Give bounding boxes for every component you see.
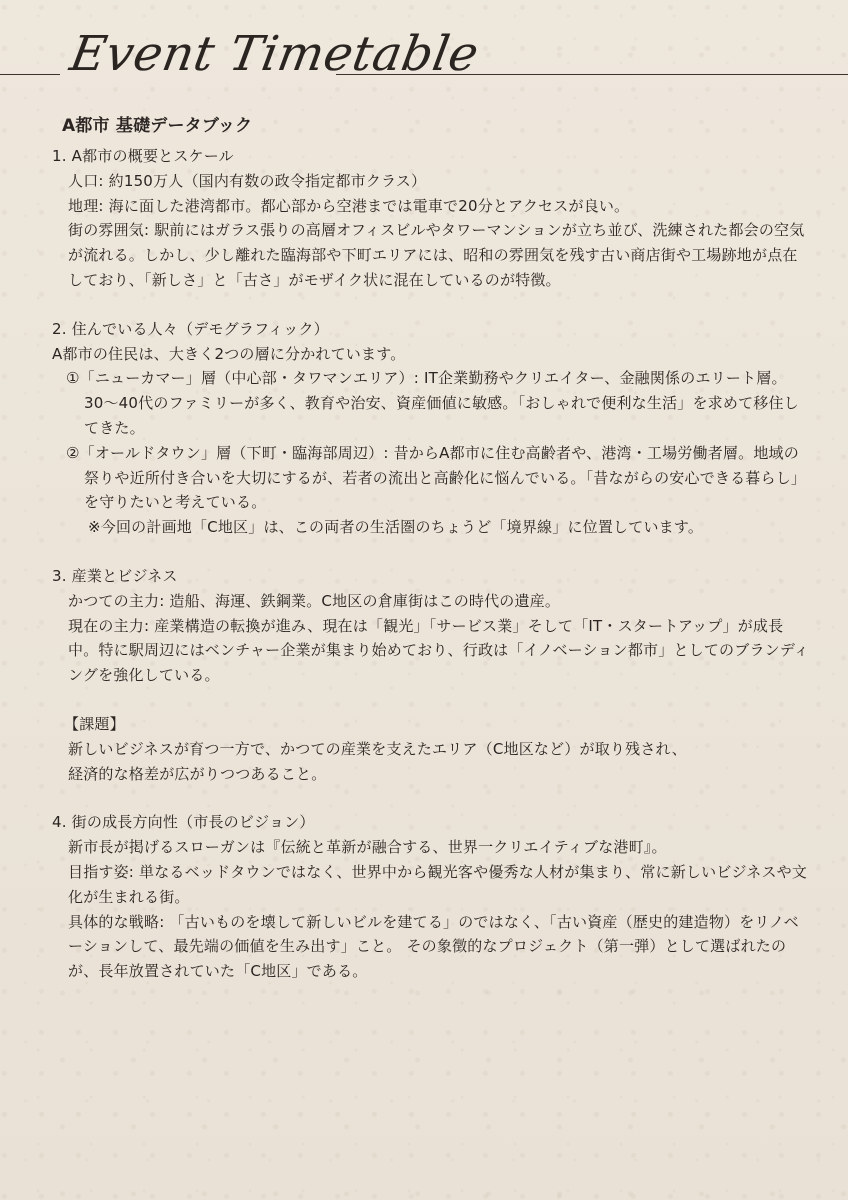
demographics-intro: A都市の住民は、大きく2つの層に分かれています。 xyxy=(52,344,406,363)
issue-line: 新しいビジネスが育つ一方で、かつての産業を支えたエリア（C地区など）が取り残され、 xyxy=(68,739,687,758)
header-title: Event Timetable xyxy=(66,26,484,82)
document-title: A都市 基礎データブック xyxy=(62,116,253,136)
strategy-text: 具体的な戦略: 「古いものを壊して新しいビルを建てる」のではなく、「古い資産（歴史的建造物）をリノベーションして、最先端の価値を生み出す」こと。 その象徴的なプロジェクト（第一弾）として選ばれたのが、長年放置されていた「C地区」である。 xyxy=(68,912,799,981)
slogan-text: 新市長が掲げるスローガンは『伝統と革新が融合する、世界一クリエイティブな港町』。 xyxy=(68,838,667,857)
section-spacer xyxy=(52,293,812,317)
section-overview xyxy=(52,144,812,293)
layer-oldtown-text: ②「オールドタウン」層（下町・臨海部周辺）: 昔からA都市に住む高齢者や、港湾・工場労働者層。地域の祭りや近所付き合いを大切にするが、若者の流出と高齢化に悩んでいる。「昔ながらの安心できる暮らし」を守りたいと考えている。 xyxy=(66,443,807,512)
layer-newcomer-text: ①「ニューカマー」層（中心部・タワマンエリア）: IT企業勤務やクリエイター、金融関係のエリート層。30〜40代のファミリーが多く、教育や治安、資産価値に敏感。「おしゃれで便利な生活」を求めて移住してきた。 xyxy=(66,369,799,437)
document-body xyxy=(52,112,812,984)
section-heading: 3. 産業とビジネス xyxy=(52,566,178,585)
current-industry-text: 現在の主力: 産業構造の転換が進み、現在は「観光」「サービス業」そして「IT・スタートアップ」が成長中。特に駅周辺にはベンチャー企業が集まり始めており、行政は「イノベーション都市」としてのブランディングを強化している。 xyxy=(68,616,810,685)
section-vision xyxy=(52,810,812,984)
geography-text: 地理: 海に面した港湾都市。都心部から空港までは電車で20分とアクセスが良い。 xyxy=(68,196,630,215)
section-heading: 1. A都市の概要とスケール xyxy=(52,147,234,165)
section-industry xyxy=(52,564,812,786)
atmosphere-text: 街の雰囲気: 駅前にはガラス張りの高層オフィスビルやタワーマンションが立ち並び、洗練された都会の空気が流れる。しかし、少し離れた臨海部や下町エリアには、昭和の雰囲気を残す古い商店街や工場跡地が点在しており、「新しさ」と「古さ」がモザイク状に混在しているのが特徴。 xyxy=(68,221,805,289)
goal-text: 目指す姿: 単なるベッドタウンではなく、世界中から観光客や優秀な人材が集まり、常に新しいビジネスや文化が生まれる街。 xyxy=(68,862,808,906)
note-c-district: ※今回の計画地「C地区」は、この両者の生活圏のちょうど「境界線」に位置しています。 xyxy=(88,518,704,537)
section-spacer xyxy=(52,688,812,712)
issue-line: 経済的な格差が広がりつつあること。 xyxy=(68,764,327,783)
section-spacer xyxy=(52,540,812,564)
section-spacer xyxy=(52,786,812,810)
section-demographics xyxy=(52,317,812,540)
header-rule-left xyxy=(0,74,60,75)
population-text: 人口: 約150万人（国内有数の政令指定都市クラス） xyxy=(68,171,427,190)
section-heading: 4. 街の成長方向性（市長のビジョン） xyxy=(52,813,315,832)
section-heading: 2. 住んでいる人々（デモグラフィック） xyxy=(52,319,329,338)
issue-heading: 【課題】 xyxy=(64,714,125,733)
former-industry-text: かつての主力: 造船、海運、鉄鋼業。C地区の倉庫街はこの時代の遺産。 xyxy=(68,591,561,610)
